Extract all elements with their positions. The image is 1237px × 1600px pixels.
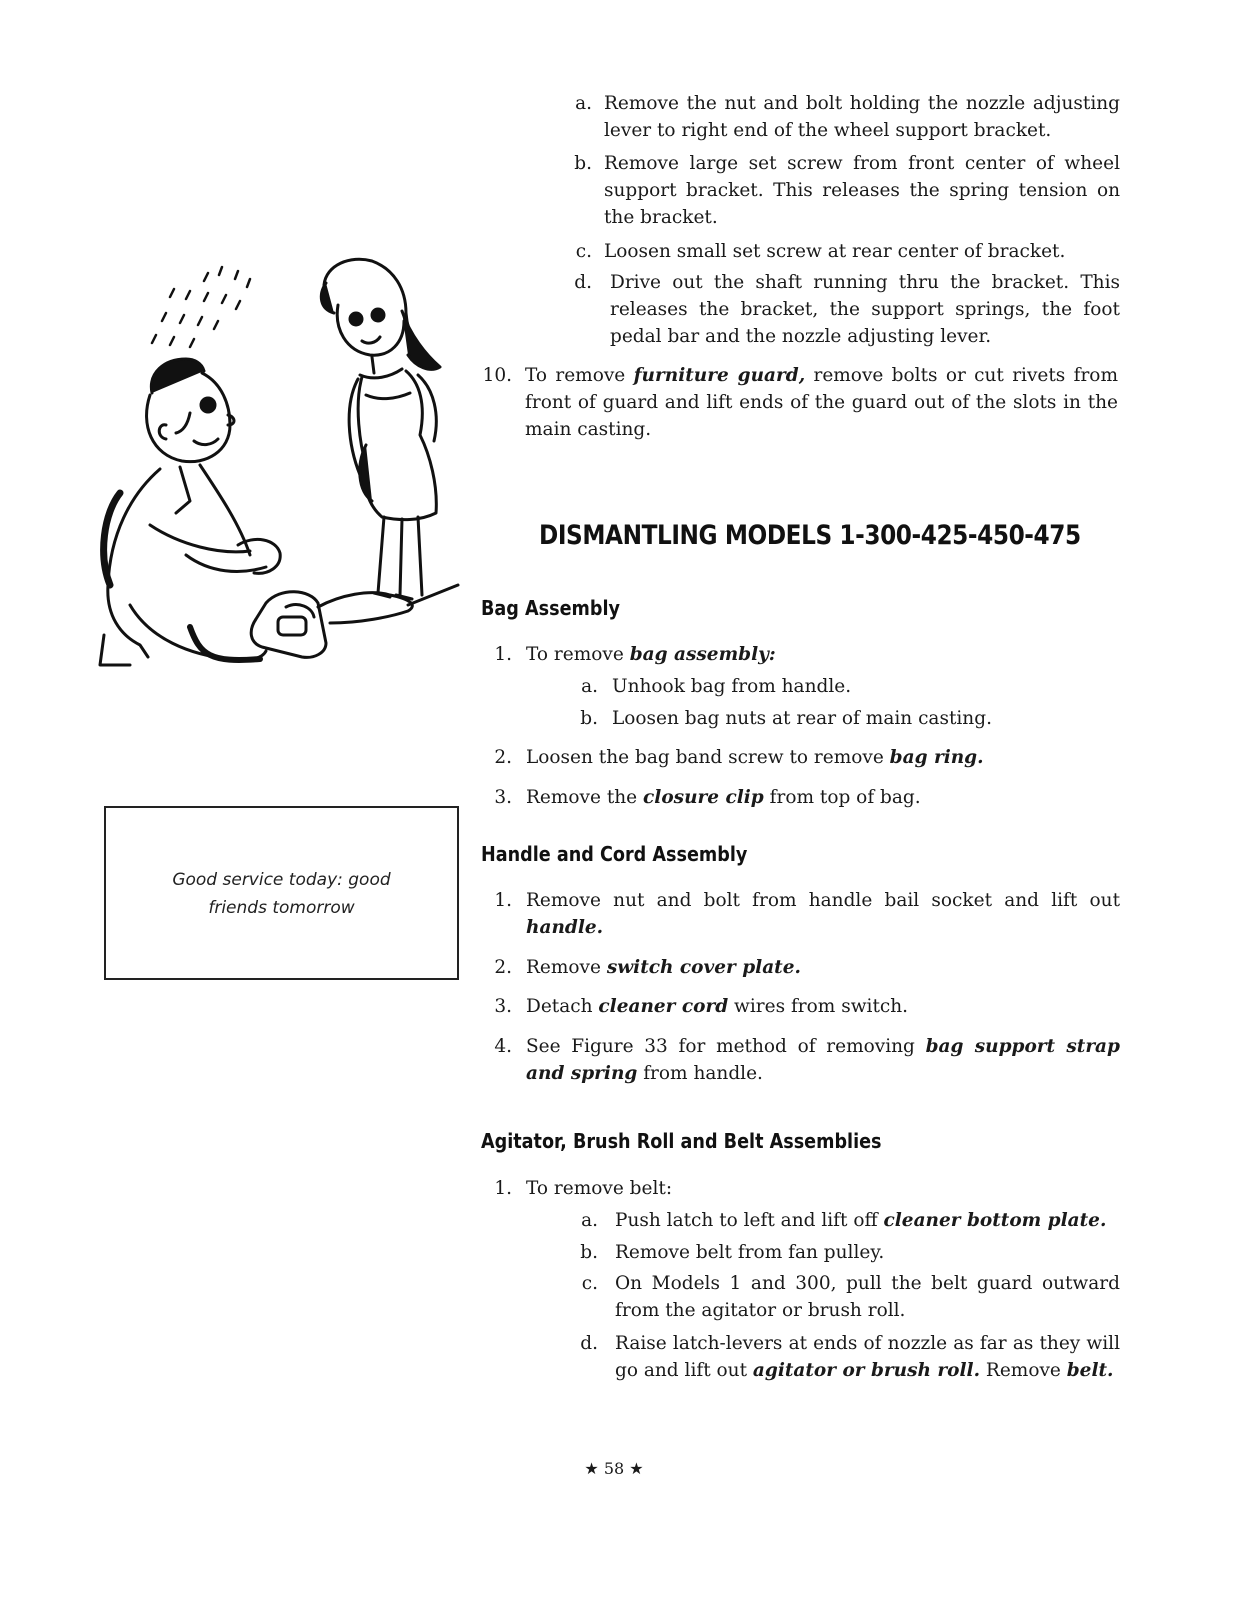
item-label: 1. — [494, 1178, 512, 1199]
item-label: d. — [574, 272, 592, 293]
emphasis-text: cleaner cord — [598, 996, 729, 1017]
item-text — [526, 744, 1118, 771]
body-text: Remove large set screw from front center of wheel support bracket. This releases the spring tension on the bracket. — [604, 153, 1120, 228]
body-text: Unhook bag from handle. — [612, 676, 852, 697]
body-text: Loosen the bag band screw to remove — [526, 747, 890, 768]
item-text — [526, 993, 1120, 1020]
bag-item-2 — [478, 744, 1118, 771]
section-heading-agitator: Agitator, Brush Roll and Belt Assemblies — [481, 1129, 882, 1153]
item-label: 3. — [494, 996, 512, 1017]
body-text: Detach — [526, 996, 599, 1017]
item-text — [604, 90, 1120, 144]
body-text: See Figure 33 for method of removing — [526, 1036, 926, 1057]
emphasis-text: furniture guard, — [633, 365, 806, 386]
body-text: Remove — [980, 1360, 1067, 1381]
item-text — [526, 887, 1120, 941]
item-text — [612, 705, 1120, 732]
illustration-repairman-and-customer — [90, 255, 470, 685]
body-text: To remove — [525, 365, 634, 386]
item-text — [615, 1239, 1120, 1266]
item-label: 1. — [494, 890, 512, 911]
quote-line-2: friends tomorrow — [208, 898, 355, 918]
item-text — [526, 1033, 1120, 1087]
emphasis-text: bag ring. — [889, 747, 984, 768]
item-text — [610, 269, 1120, 350]
body-text: Loosen small set screw at rear center of bracket. — [604, 241, 1066, 262]
item-label: c. — [581, 1273, 598, 1294]
emphasis-text: switch cover plate. — [606, 957, 801, 978]
quote-text — [106, 866, 457, 922]
body-text: Raise latch-levers at ends of nozzle as far as they will go and lift out — [615, 1333, 1120, 1381]
item-text — [526, 641, 1118, 668]
agitator-item-1a — [560, 1207, 1120, 1234]
cartoon-figure — [90, 255, 470, 685]
item-text — [615, 1330, 1120, 1384]
item-label: 2. — [494, 747, 512, 768]
item-text — [612, 673, 1120, 700]
agitator-item-1b — [560, 1239, 1120, 1266]
item-label: a. — [581, 1210, 598, 1231]
item-text — [604, 238, 1120, 265]
agitator-item-1d — [560, 1330, 1120, 1384]
item-text — [526, 1175, 1120, 1202]
body-text: Remove the nut and bolt holding the nozzle adjusting lever to right end of the wheel support bracket. — [604, 93, 1120, 141]
bag-item-3 — [478, 784, 1118, 811]
body-text: Remove nut and bolt from handle bail socket and lift out — [526, 890, 1120, 911]
item-text — [615, 1270, 1120, 1324]
item-label: 10. — [482, 365, 512, 386]
emphasis-text: bag assembly: — [629, 644, 776, 665]
body-text: Push latch to left and lift off — [615, 1210, 884, 1231]
page-title: DISMANTLING MODELS 1-300-425-450-475 — [539, 520, 1081, 551]
emphasis-text: closure clip — [643, 787, 764, 808]
body-text: On Models 1 and 300, pull the belt guard outward from the agitator or brush roll. — [615, 1273, 1120, 1321]
quote-line-1: Good service today: good — [172, 870, 391, 890]
body-text: To remove belt: — [526, 1178, 673, 1199]
body-text: Remove the — [526, 787, 644, 808]
list-item-10 — [478, 362, 1118, 443]
bag-item-1a — [560, 673, 1120, 700]
item-label: d. — [580, 1333, 598, 1354]
emphasis-text: agitator or brush roll. — [752, 1360, 981, 1381]
section-heading-handle-and-cord: Handle and Cord Assembly — [481, 842, 748, 866]
page-number: ★ 58 ★ — [584, 1459, 644, 1478]
emphasis-text: handle. — [526, 917, 604, 938]
agitator-item-1 — [478, 1175, 1120, 1202]
body-text: Remove — [526, 957, 607, 978]
bag-item-1 — [478, 641, 1118, 668]
item-text — [615, 1207, 1120, 1234]
handle-item-4 — [478, 1033, 1120, 1087]
item-label: a. — [575, 93, 592, 114]
item-label: 4. — [494, 1036, 512, 1057]
item-label: b. — [574, 153, 592, 174]
emphasis-text: cleaner bottom plate. — [883, 1210, 1107, 1231]
item-label: 3. — [494, 787, 512, 808]
emphasis-text: bag support strap and spring — [526, 1036, 1120, 1084]
body-text: To remove — [526, 644, 630, 665]
section-heading-bag-assembly: Bag Assembly — [481, 596, 620, 620]
body-text: remove bolts or cut rivets from front of guard and lift ends of the guard out of the slots in the main casting. — [525, 365, 1118, 440]
item-label: a. — [581, 676, 598, 697]
handle-item-1 — [478, 887, 1120, 941]
body-text: wires from switch. — [728, 996, 909, 1017]
item-text — [526, 784, 1118, 811]
quote-box — [104, 806, 459, 980]
body-text: from handle. — [637, 1063, 763, 1084]
agitator-item-1c — [560, 1270, 1120, 1324]
list-item-a — [560, 90, 1120, 144]
item-label: c. — [575, 241, 592, 262]
handle-item-2 — [478, 954, 1120, 981]
body-text: Loosen bag nuts at rear of main casting. — [612, 708, 992, 729]
body-text: Remove belt from fan pulley. — [615, 1242, 885, 1263]
item-label: 2. — [494, 957, 512, 978]
item-text — [525, 362, 1118, 443]
body-text: Drive out the shaft running thru the bracket. This releases the bracket, the support springs, the foot pedal bar and the nozzle adjusting lever. — [610, 272, 1120, 347]
list-item-b — [560, 150, 1120, 231]
list-item-c — [560, 238, 1120, 265]
handle-item-3 — [478, 993, 1120, 1020]
item-label: b. — [580, 708, 598, 729]
item-text — [526, 954, 1120, 981]
item-label: b. — [580, 1242, 598, 1263]
item-label: 1. — [494, 644, 512, 665]
list-item-d — [560, 269, 1120, 350]
body-text: from top of bag. — [763, 787, 921, 808]
bag-item-1b — [560, 705, 1120, 732]
item-text — [604, 150, 1120, 231]
emphasis-text: belt. — [1066, 1360, 1114, 1381]
